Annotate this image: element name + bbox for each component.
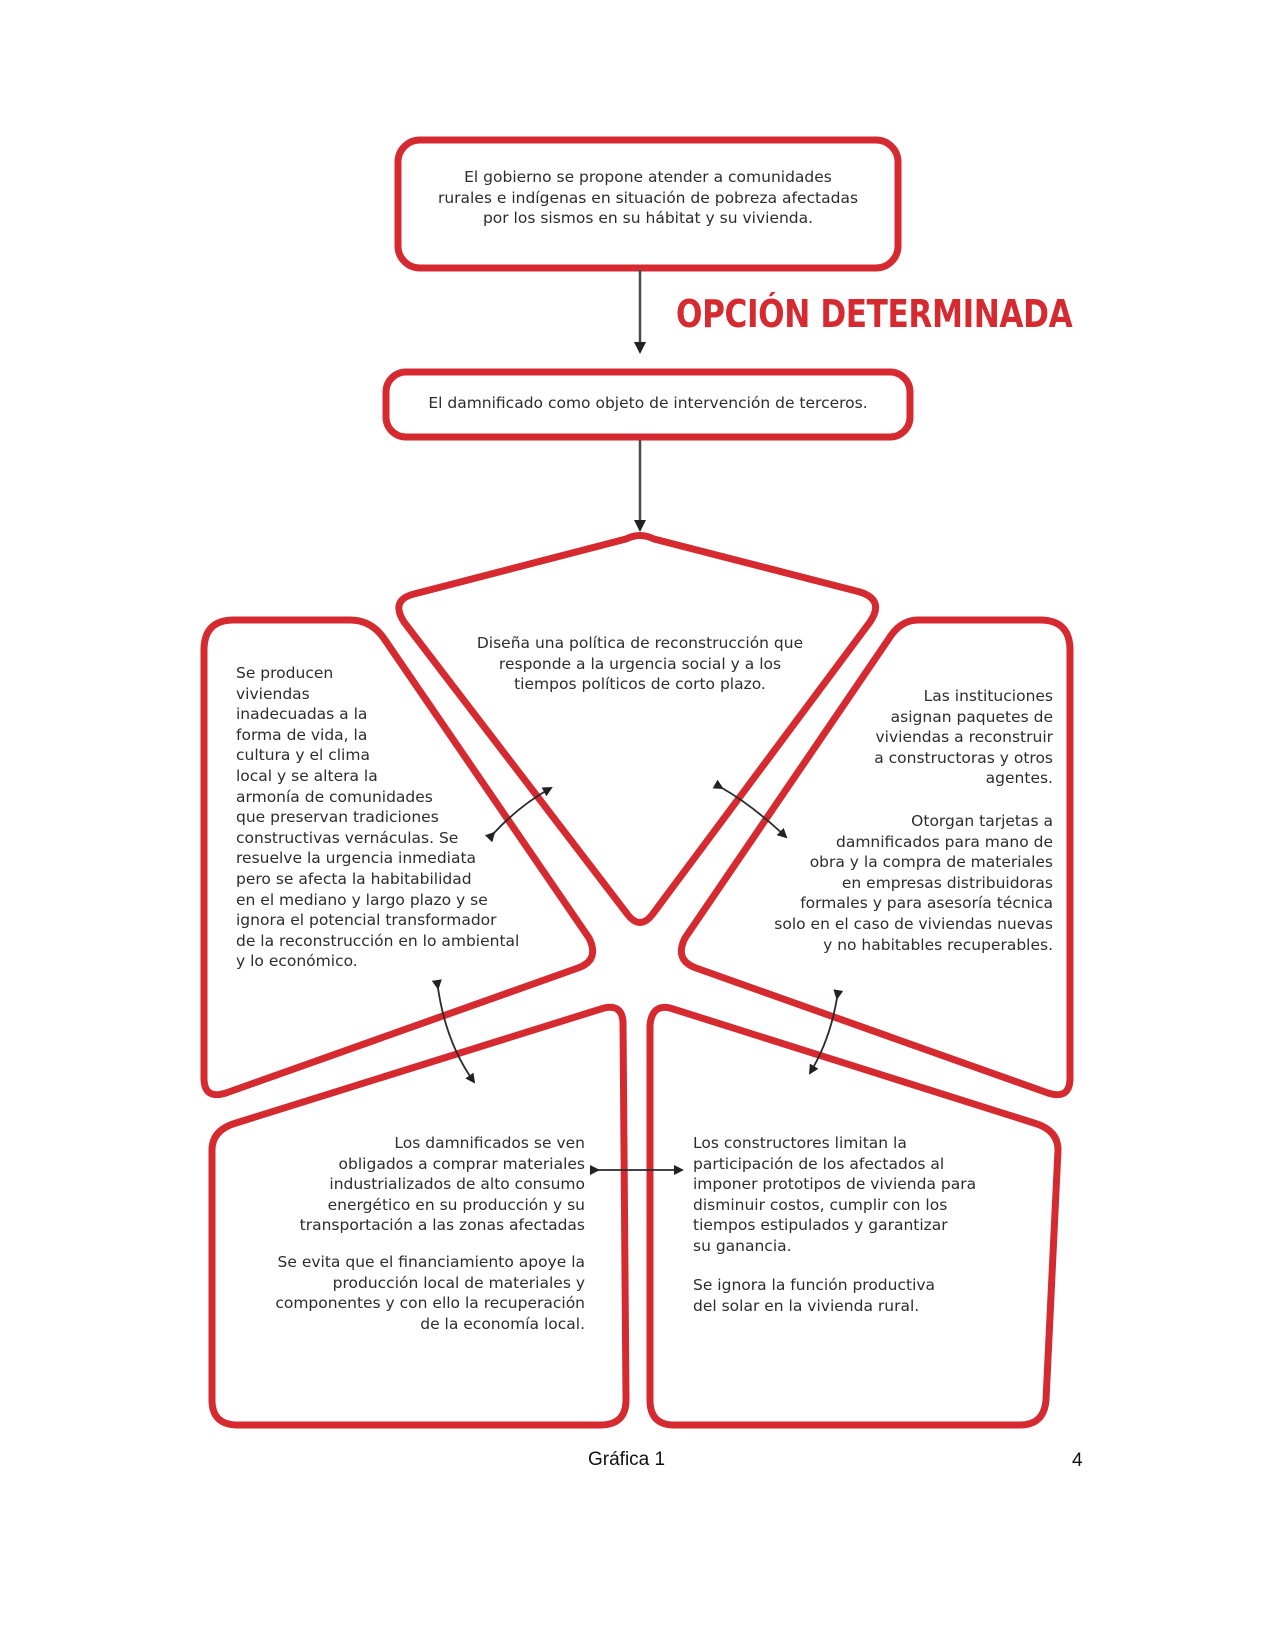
page-number: 4 [1072,1450,1083,1471]
bottom-right-text-2: Se ignora la función productiva del solar en la vivienda rural. [693,1276,936,1315]
second-box-text: El damnificado como objeto de intervención de terceros. [428,394,868,412]
right-panel-text-2: Otorgan tarjetas a damnificados para mano de obra y la compra de materiales en empresas distribuidoras formales y para asesoría técnica solo en el caso de viviendas nuevas y no habitables recuperables. [774,812,1053,954]
bottom-left-text-2: Se evita que el financiamiento apoye la producción local de materiales y componentes y con ello la recuperación de la economía local. [275,1253,585,1333]
figure-caption: Gráfica 1 [588,1449,666,1470]
center-triangle-text: Diseña una política de reconstrucción que responde a la urgencia social y a los tiempos políticos de corto plazo. [476,634,804,694]
bottom-right-text-1: Los constructores limitan la participación de los afectados al imponer prototipos de vivienda para disminuir costos, cumplir con los tiempos estipulados y garantizar su ganancia. [693,1134,977,1255]
option-heading: OPCIÓN DETERMINADA [676,292,1073,336]
bottom-left-text-1: Los damnificados se ven obligados a comprar materiales industrializados de alto consumo energético en su producción y su transportación a las zonas afectadas [299,1134,585,1235]
top-box-text: El gobierno se propone atender a comunidades rurales e indígenas en situación de pobreza afectadas por los sismos en su hábitat y su vivienda. [437,168,859,228]
left-panel-text: Se producen viviendas inadecuadas a la forma de vida, la cultura y el clima local y se altera la armonía de comunidades que preservan tradiciones constructivas vernáculas. Se resuelve la urgencia inmediata pero se afecta la habitabilidad en el mediano y largo plazo y se ignora el potencial transformador de la reconstrucción en lo ambiental y lo económico. [236,664,520,971]
right-panel-text-1: Las instituciones asignan paquetes de viviendas a reconstruir a constructoras y otros agentes. [874,687,1053,788]
